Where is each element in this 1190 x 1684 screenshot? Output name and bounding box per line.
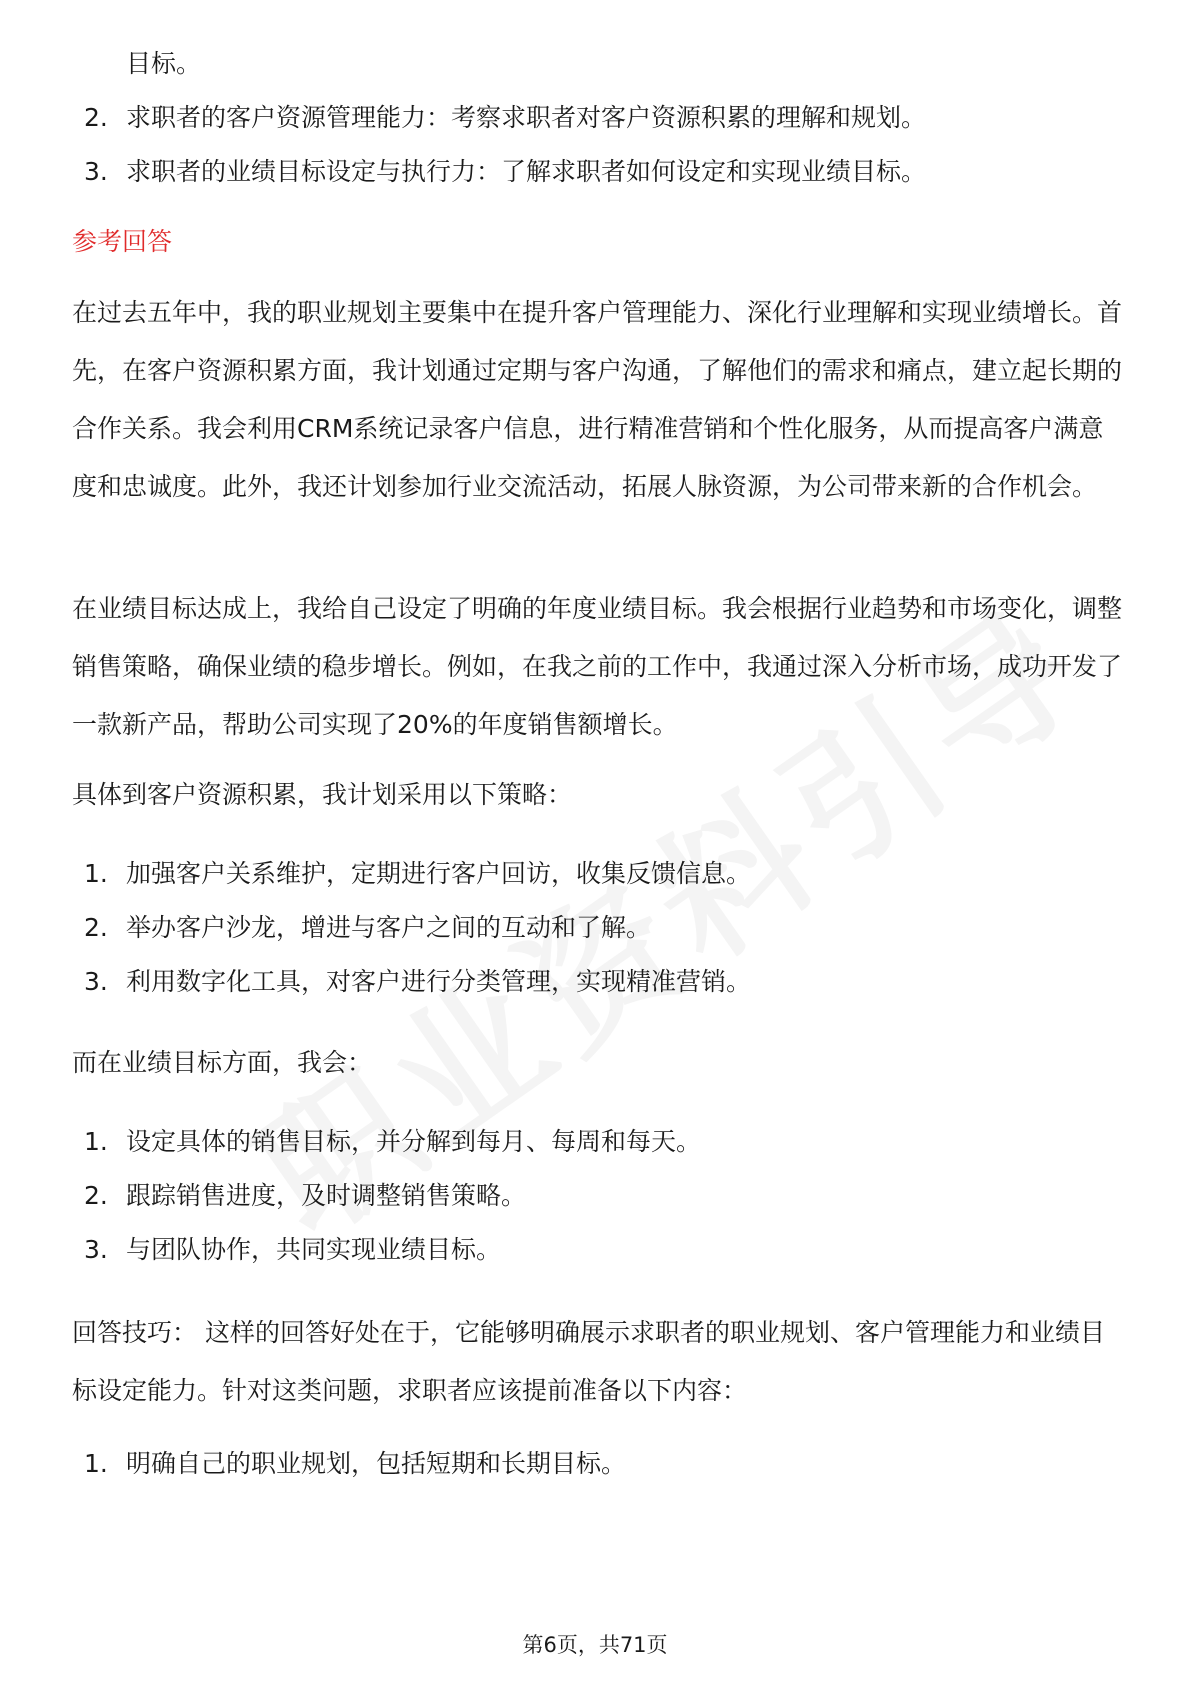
strategy-list-item: [84, 910, 1124, 946]
list-text: 求职者的业绩目标设定与执行力：了解求职者如何设定和实现业绩目标。: [126, 157, 927, 186]
list-number: 1.: [84, 859, 108, 888]
list-number: 3.: [84, 967, 108, 996]
list-item-continuation: 目标。: [126, 49, 202, 78]
list-number: 3.: [84, 1235, 108, 1264]
prep-list-item: [84, 1446, 1124, 1482]
strategy-list-item: [84, 856, 1124, 892]
list-text: 跟踪销售进度，及时调整销售策略。: [126, 1181, 527, 1210]
list-text: 设定具体的销售目标，并分解到每月、每周和每天。: [126, 1127, 702, 1156]
strategy-list-item: [84, 964, 1124, 1000]
paragraph: 而在业绩目标方面，我会：: [72, 1048, 373, 1077]
list-number: 2.: [84, 1181, 108, 1210]
paragraph: 在业绩目标达成上，我给自己设定了明确的年度业绩目标。我会根据行业趋势和市场变化，调整销售策略，确保业绩的稳步增长。例如，在我之前的工作中，我通过深入分析市场，成功开发了一款新产品，帮助公司实现了20%的年度销售额增长。: [72, 594, 1123, 739]
list-text: 加强客户关系维护，定期进行客户回访，收集反馈信息。: [126, 859, 752, 888]
list-number: 2.: [84, 103, 108, 132]
list-number: 3.: [84, 157, 108, 186]
list-text: 举办客户沙龙，增进与客户之间的互动和了解。: [126, 913, 652, 942]
paragraph: 具体到客户资源积累，我计划采用以下策略：: [72, 780, 573, 809]
goal-list-item: [84, 1232, 1124, 1268]
list-number: 1.: [84, 1449, 108, 1478]
focus-list-item: [84, 100, 1124, 136]
list-text: 求职者的客户资源管理能力：考察求职者对客户资源积累的理解和规划。: [126, 103, 927, 132]
list-text: 利用数字化工具，对客户进行分类管理，实现精准营销。: [126, 967, 752, 996]
goal-list-item: [84, 1178, 1124, 1214]
paragraph: 在过去五年中，我的职业规划主要集中在提升客户管理能力、深化行业理解和实现业绩增长。首先，在客户资源积累方面，我计划通过定期与客户沟通，了解他们的需求和痛点，建立起长期的合作关系。我会利用CRM系统记录客户信息，进行精准营销和个性化服务，从而提高客户满意度和忠诚度。此外，我还计划参加行业交流活动，拓展人脉资源，为公司带来新的合作机会。: [72, 298, 1123, 501]
focus-list-item: [84, 154, 1124, 190]
list-text: 与团队协作，共同实现业绩目标。: [126, 1235, 502, 1264]
section-title: 参考回答: [72, 227, 173, 256]
list-text: 明确自己的职业规划，包括短期和长期目标。: [126, 1449, 627, 1478]
goal-list-item: [84, 1124, 1124, 1160]
list-number: 2.: [84, 913, 108, 942]
list-number: 1.: [84, 1127, 108, 1156]
tips-paragraph: 回答技巧： 这样的回答好处在于，它能够明确展示求职者的职业规划、客户管理能力和业绩目标设定能力。针对这类问题，求职者应该提前准备以下内容：: [72, 1318, 1105, 1405]
page-number: 第6页，共71页: [522, 1633, 668, 1657]
